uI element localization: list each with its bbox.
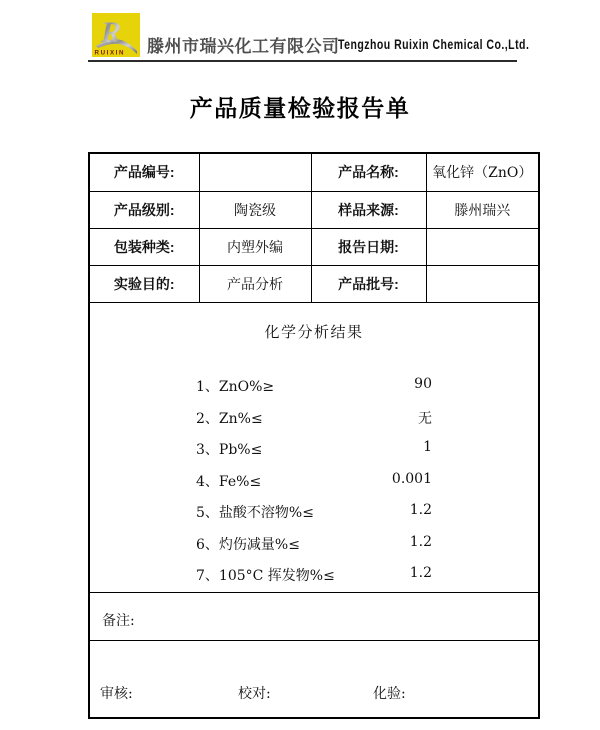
chem-item bbox=[90, 527, 538, 559]
chem-item-label: 7、105°C 挥发物%≤ bbox=[196, 568, 335, 585]
product-code-label: 产品编号: bbox=[89, 153, 199, 191]
chem-item-label: 6、灼伤减量%≤ bbox=[196, 536, 300, 553]
chem-item-value: 1.2 bbox=[409, 533, 432, 550]
table-row bbox=[89, 640, 539, 718]
test-purpose-value: 产品分析 bbox=[199, 265, 311, 302]
chem-item-label: 4、Fe%≤ bbox=[196, 473, 262, 490]
review-label: 审核: bbox=[100, 685, 133, 702]
table-row bbox=[89, 302, 539, 592]
product-code-value bbox=[199, 153, 311, 191]
chem-item-value: 1 bbox=[423, 439, 432, 456]
company-name-chinese: 滕州市瑞兴化工有限公司 bbox=[147, 37, 340, 56]
test-purpose-label: 实验目的: bbox=[89, 265, 199, 302]
batch-number-value bbox=[426, 265, 539, 302]
chem-item-label: 2、Zn%≤ bbox=[196, 410, 263, 427]
signoff-section bbox=[89, 640, 539, 718]
packaging-type-label: 包装种类: bbox=[89, 228, 199, 265]
remark-section bbox=[89, 592, 539, 640]
chem-item bbox=[90, 464, 538, 496]
chemical-analysis-section bbox=[89, 302, 539, 592]
product-grade-value: 陶瓷级 bbox=[199, 191, 311, 228]
chem-item-label: 1、ZnO%≥ bbox=[196, 378, 275, 395]
table-row bbox=[89, 228, 539, 265]
product-name-label: 产品名称: bbox=[311, 153, 426, 191]
batch-number-label: 产品批号: bbox=[311, 265, 426, 302]
product-name-value: 氧化锌（ZnO） bbox=[426, 153, 539, 191]
assay-label: 化验: bbox=[373, 685, 406, 702]
table-row bbox=[89, 265, 539, 302]
chem-item-label: 5、盐酸不溶物%≤ bbox=[196, 505, 314, 522]
report-date-value bbox=[426, 228, 539, 265]
logo-brand-text: RUIXIN bbox=[94, 49, 126, 57]
company-logo bbox=[92, 13, 140, 57]
packaging-type-value: 内塑外编 bbox=[199, 228, 311, 265]
report-table bbox=[88, 152, 540, 719]
chem-item-value: 无 bbox=[418, 410, 432, 427]
chem-item-value: 90 bbox=[414, 375, 432, 392]
ruixin-logo-icon bbox=[92, 13, 140, 57]
chem-item bbox=[90, 432, 538, 464]
remark-label: 备注: bbox=[102, 612, 135, 629]
chemical-analysis-list bbox=[90, 369, 538, 590]
table-row bbox=[89, 191, 539, 228]
table-row bbox=[89, 153, 539, 191]
product-grade-label: 产品级别: bbox=[89, 191, 199, 228]
chem-item-value: 1.2 bbox=[409, 565, 432, 582]
chem-item bbox=[90, 369, 538, 401]
chem-item-label: 3、Pb%≤ bbox=[196, 442, 263, 459]
logo-letter: R bbox=[101, 16, 122, 49]
proofread-label: 校对: bbox=[238, 685, 271, 702]
sample-source-value: 滕州瑞兴 bbox=[426, 191, 539, 228]
chem-item-value: 0.001 bbox=[391, 470, 432, 487]
header-divider bbox=[88, 60, 517, 62]
company-name-english: Tengzhou Ruixin Chemical Co.,Ltd. bbox=[338, 37, 530, 52]
chem-item bbox=[90, 495, 538, 527]
sample-source-label: 样品来源: bbox=[311, 191, 426, 228]
chem-item bbox=[90, 558, 538, 590]
chem-item-value: 1.2 bbox=[409, 502, 432, 519]
table-row bbox=[89, 592, 539, 640]
report-date-label: 报告日期: bbox=[311, 228, 426, 265]
page-title: 产品质量检验报告单 bbox=[189, 95, 411, 121]
chemical-analysis-heading: 化学分析结果 bbox=[264, 322, 364, 341]
chem-item bbox=[90, 401, 538, 433]
